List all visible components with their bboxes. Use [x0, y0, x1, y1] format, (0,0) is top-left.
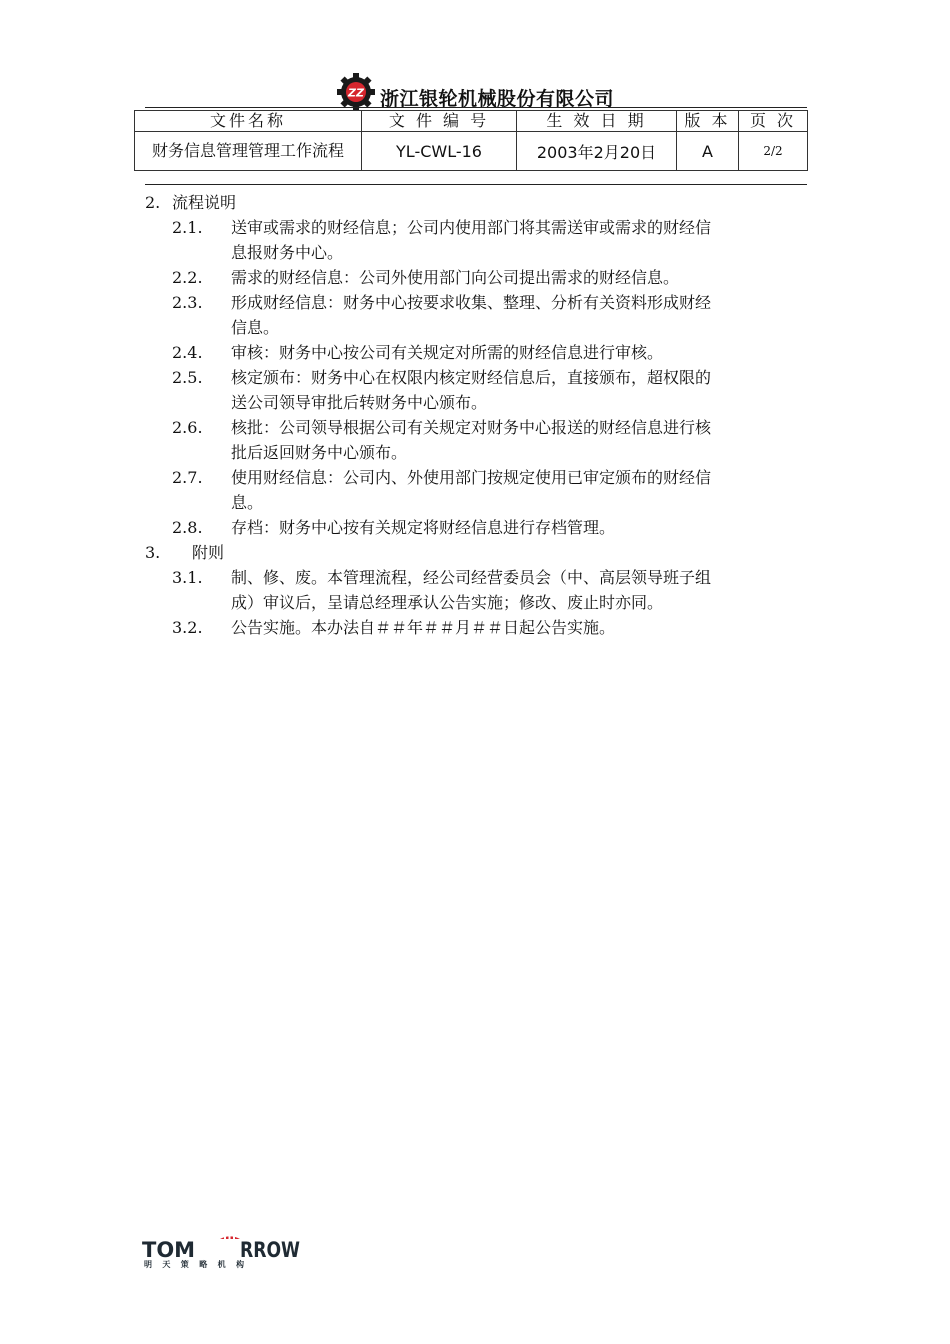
version-value: A: [677, 132, 739, 171]
item-text-line: 信息。: [231, 318, 280, 337]
item-text-line: 审核：财务中心按公司有关规定对所需的财经信息进行审核。: [231, 343, 664, 362]
company-logo-icon: [336, 72, 376, 112]
item-number: 2.5.: [172, 368, 203, 387]
section-number: 2.: [145, 193, 161, 212]
item-number: 3.1.: [172, 568, 203, 587]
item-text-line: 使用财经信息：公司内、外使用部门按规定使用已审定颁布的财经信: [231, 468, 712, 487]
item-text-line: 成）审议后，呈请总经理承认公告实施；修改、废止时亦同。: [231, 593, 664, 612]
item-text-line: 核批：公司领导根据公司有关规定对财务中心报送的财经信息进行核: [231, 418, 712, 437]
header-doc-name: 文件名称: [135, 111, 362, 132]
item-text-line: 制、修、废。本管理流程，经公司经营委员会（中、高层领导班子组: [231, 568, 712, 587]
doc-name-value: 财务信息管理管理工作流程: [135, 132, 362, 171]
header-rule: [145, 107, 807, 108]
effective-date-value: 2003年2月20日: [517, 132, 677, 171]
doc-code-value: YL-CWL-16: [362, 132, 517, 171]
page-value: 2/2: [739, 132, 808, 171]
logo-brand-left: TOM: [142, 1238, 196, 1262]
item-text-line: 形成财经信息：财务中心按要求收集、整理、分析有关资料形成财经: [231, 293, 712, 312]
section-title: 流程说明: [172, 193, 237, 212]
content-top-rule: [145, 184, 807, 185]
logo-subtitle: 明 天 策 略 机 构: [144, 1260, 244, 1269]
item-text-line: 核定颁布：财务中心在权限内核定财经信息后，直接颁布，超权限的: [231, 368, 712, 387]
item-text-line: 息。: [231, 493, 264, 512]
item-text-line: 需求的财经信息：公司外使用部门向公司提出需求的财经信息。: [231, 268, 680, 287]
item-text-line: 息报财务中心。: [231, 243, 344, 262]
company-name: 浙江银轮机械股份有限公司: [379, 87, 614, 110]
company-header: [0, 72, 950, 112]
item-number: 2.2.: [172, 268, 203, 287]
item-number: 2.3.: [172, 293, 203, 312]
item-number: 2.6.: [172, 418, 203, 437]
doc-info-table: [134, 110, 808, 171]
item-number: 2.4.: [172, 343, 203, 362]
item-text-line: 送公司领导审批后转财务中心颁布。: [231, 393, 488, 412]
item-number: 2.8.: [172, 518, 203, 537]
doc-table-value-row: [135, 132, 808, 171]
header-version: 版 本: [677, 111, 739, 132]
section-number: 3.: [145, 543, 161, 562]
doc-table-header-row: [135, 111, 808, 132]
header-doc-code: 文 件 编 号: [362, 111, 517, 132]
item-number: 3.2.: [172, 618, 203, 637]
logo-brand-right: RROW: [240, 1238, 300, 1262]
header-page: 页 次: [739, 111, 808, 132]
header-effective-date: 生 效 日 期: [517, 111, 677, 132]
item-number: 2.7.: [172, 468, 203, 487]
item-number: 2.1.: [172, 218, 203, 237]
tomorrow-logo: [142, 1212, 302, 1268]
item-text-line: 存档：财务中心按有关规定将财经信息进行存档管理。: [231, 518, 616, 537]
item-text-line: 公告实施。本办法自＃＃年＃＃月＃＃日起公告实施。: [231, 618, 616, 637]
item-text-line: 送审或需求的财经信息；公司内使用部门将其需送审或需求的财经信: [231, 218, 712, 237]
svg-text:ZZ: ZZ: [348, 86, 364, 100]
item-text-line: 批后返回财务中心颁布。: [231, 443, 408, 462]
section-title: 附则: [192, 543, 225, 562]
logo-mark-icon: [220, 1216, 240, 1239]
